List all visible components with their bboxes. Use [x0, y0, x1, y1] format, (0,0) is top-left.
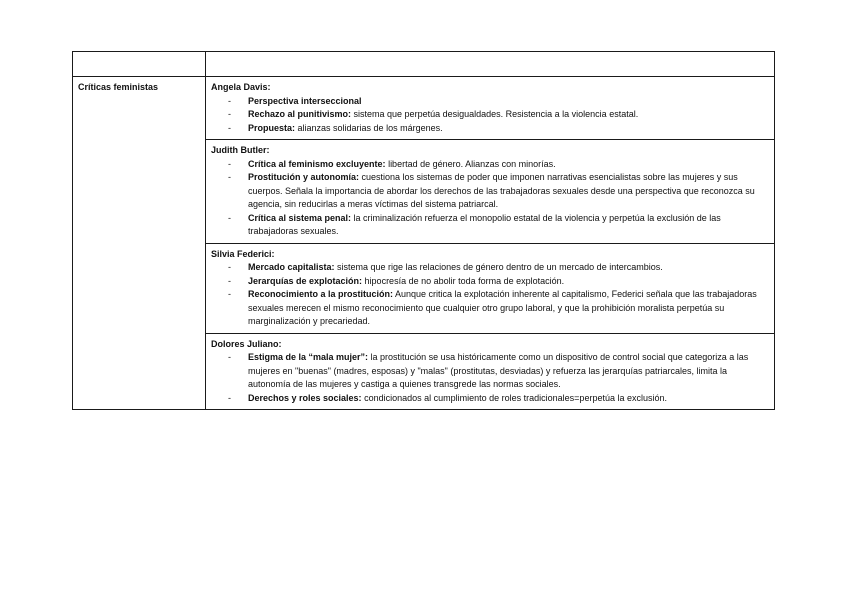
bullet-dash: -: [228, 109, 231, 119]
author-name: Judith Butler:: [211, 145, 270, 155]
list-item: [211, 392, 769, 406]
bullet-dash: -: [228, 122, 231, 133]
point-text: condicionados al cumplimiento de roles tradicionales=perpetúa la exclusión.: [361, 392, 667, 403]
point-term: Perspectiva interseccional: [248, 95, 362, 106]
point-term: Reconocimiento a la prostitución:: [248, 289, 394, 299]
author-points-list: [211, 158, 769, 239]
bullet-dash: -: [228, 172, 231, 182]
point-term: Crítica al sistema penal:: [248, 212, 352, 223]
bullet-dash: -: [228, 392, 231, 403]
author-points-list: [211, 351, 769, 405]
point-term: Estigma de la “mala mujer”:: [248, 352, 369, 362]
bullet-dash: -: [228, 95, 231, 106]
list-item: [211, 95, 769, 109]
list-item: [211, 108, 769, 122]
bullet-dash: -: [228, 289, 231, 299]
point-text: sistema que perpetúa desigualdades. Resistencia a la violencia estatal.: [351, 109, 639, 119]
point-term: Rechazo al punitivismo:: [248, 109, 352, 119]
list-item: [211, 158, 769, 172]
point-term: Jerarquías de explotación:: [248, 275, 363, 286]
list-item: [211, 351, 769, 392]
point-text: la prostitución se usa históricamente como un dispositivo de control social que categoriza a las mujeres en "buenas" (madres, esposas) y "malas" (prostitutas, desviadas) y refuerza las jerarquías patriarcales, limita la autonomía de las mujeres y castiga a quienes transgrede las normas sociales.: [248, 352, 749, 389]
author-name: Silvia Federici:: [211, 248, 275, 259]
bullet-dash: -: [228, 262, 231, 272]
bullet-dash: -: [228, 212, 231, 223]
list-item: [211, 171, 769, 212]
point-text: la criminalización refuerza el monopolio estatal de la violencia y perpetúa la exclusión de las trabajadoras sexuales.: [248, 212, 721, 236]
point-term: Derechos y roles sociales:: [248, 392, 362, 403]
list-item: [211, 212, 769, 239]
feminist-critiques-table: [72, 51, 775, 410]
point-text: hipocresía de no abolir toda forma de explotación.: [362, 275, 565, 286]
bullet-dash: -: [228, 352, 231, 362]
list-item: [211, 122, 769, 136]
list-item: [211, 275, 769, 289]
author-cell-judith-butler: [206, 140, 775, 244]
list-item: [211, 261, 769, 275]
point-term: Propuesta:: [248, 122, 296, 133]
point-term: Mercado capitalista:: [248, 262, 335, 272]
author-points-list: [211, 95, 769, 136]
header-cell-right: [206, 52, 775, 77]
header-cell-left: [73, 52, 206, 77]
point-text: sistema que rige las relaciones de género dentro de un mercado de intercambios.: [334, 262, 663, 272]
author-cell-silvia-federici: [206, 243, 775, 333]
point-text: Aunque critica la explotación inherente al capitalismo, Federici señala que las trabajadoras sexuales merecen el mismo reconocimiento que cualquier otro grupo laboral, y que la prohibición moralista perpetúa su marginalización y precariedad.: [248, 289, 757, 326]
row-label-cell: [73, 77, 206, 410]
author-cell-dolores-juliano: [206, 333, 775, 410]
bullet-dash: -: [228, 158, 231, 169]
list-item: [211, 288, 769, 329]
author-name: Dolores Juliano:: [211, 338, 282, 349]
point-text: cuestiona los sistemas de poder que imponen narrativas esencialistas sobre las mujeres y sus cuerpos. Señala la importancia de abordar los derechos de las trabajadoras sexuales desde una perspectiva que reconozca su agencia, sin reducirlas a meras víctimas del sistema patriarcal.: [248, 172, 755, 209]
author-points-list: [211, 261, 769, 329]
table-row: [73, 77, 775, 140]
point-text: alianzas solidarias de los márgenes.: [295, 122, 443, 133]
point-term: Crítica al feminismo excluyente:: [248, 158, 386, 169]
point-term: Prostitución y autonomía:: [248, 172, 360, 182]
author-cell-angela-davis: [206, 77, 775, 140]
author-name: Angela Davis:: [211, 82, 271, 92]
table-header-row: [73, 52, 775, 77]
point-text: libertad de género. Alianzas con minorías.: [385, 158, 556, 169]
bullet-dash: -: [228, 275, 231, 286]
row-label: Críticas feministas: [78, 82, 159, 92]
